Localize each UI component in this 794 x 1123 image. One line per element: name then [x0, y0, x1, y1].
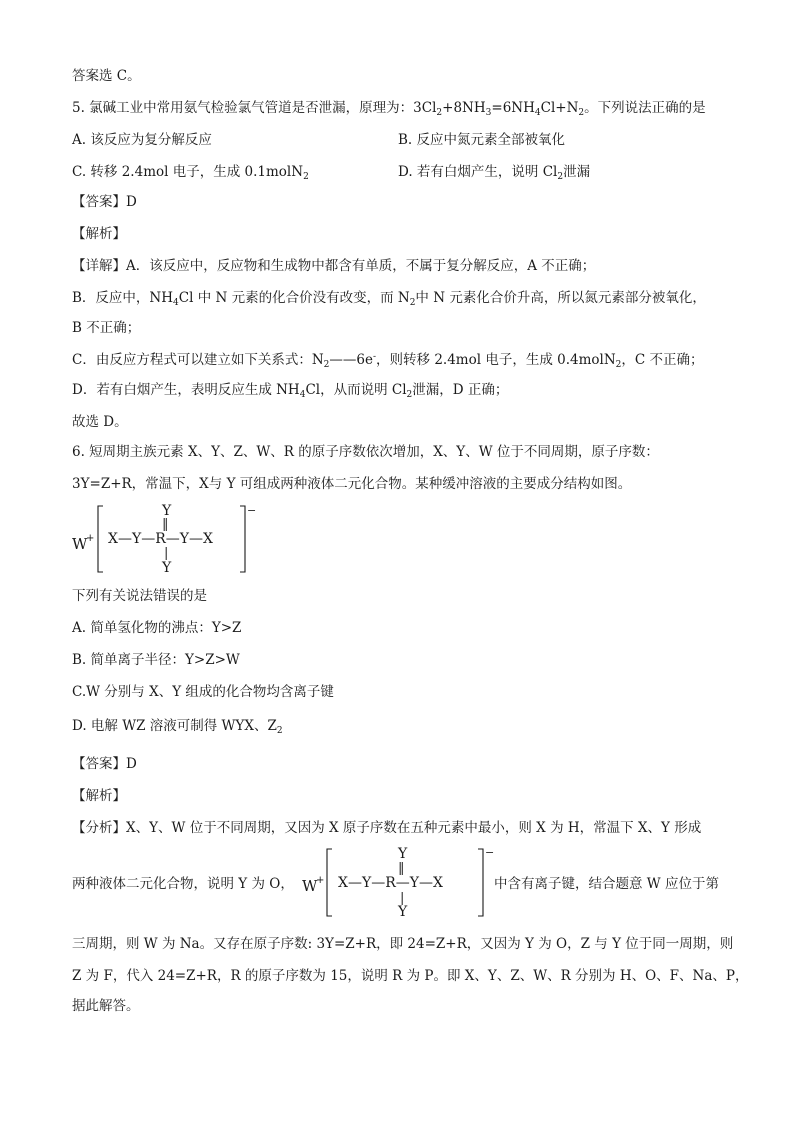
struct-chain: X—Y—R—Y—X [108, 531, 213, 547]
answer-value: D [126, 194, 137, 210]
q5-detail-4: C．由反应方程式可以建立如下关系式：$N_2——6e^-$，则转移 2.4mol 电子，生成 0.4molN$_2$，C 不正确； [72, 352, 704, 370]
struct-double-bond: ‖ [398, 861, 405, 876]
struct-anion-charge: − [247, 504, 257, 517]
struct-cation: W [302, 877, 318, 895]
q6-analysis-5: 据此解答。 [72, 998, 140, 1014]
q5-option-a: A. 该反应为复分解反应 [72, 132, 212, 148]
struct-single-bond: | [400, 891, 405, 906]
struct-cation: W [72, 535, 88, 553]
struct-right-bracket [478, 849, 483, 916]
q6-analysis-tag: 【解析】 [72, 788, 126, 804]
q6-stem-1: 6. 短周期主族元素 X、Y、Z、W、R 的原子序数依次增加，X、Y、W 位于不同周期，原子序数： [72, 444, 659, 460]
struct-top-y: Y [162, 503, 172, 519]
q5-stem-text: 5. 氯碱工业中常用氨气检验氯气管道是否泄漏，原理为： [72, 100, 414, 116]
q5-stem [72, 98, 706, 118]
q5-detail-2: B．反应中，$NH_4Cl$ 中 N 元素的化合价没有改变，而 $N_2$中 N 元素化合价升高，所以氮元素部分被氧化， [72, 290, 706, 308]
q6-analysis-2a: 两种液体二元化合物，说明 Y 为 O， [72, 876, 294, 892]
q6-ask: 下列有关说法错误的是 [72, 588, 207, 604]
struct-chain: X—Y—R—Y—X [338, 875, 443, 891]
q5-option-c: C. 转移 2.4mol 电子，生成 0.1molN$_2$ [72, 164, 309, 182]
struct-cation-charge: + [86, 533, 95, 544]
q5-detail-1: 【详解】A．该反应中，反应物和生成物中都含有单质，不属于复分解反应，A 不正确； [72, 258, 596, 274]
q6-analysis-4: Z 为 F，代入 24=Z+R，R 的原子序数为 15，说明 R 为 P。即 X、Y、Z、W、R 分别为 H、O、F、Na、P， [72, 968, 749, 984]
struct-bottom-y: Y [398, 904, 408, 920]
q5-option-b: B. 反应中氮元素全部被氧化 [398, 132, 566, 148]
q5-analysis-tag: 【解析】 [72, 226, 126, 242]
q5-equation: $3Cl_2+8NH_3=6NH_4Cl+N_2$ [413, 100, 585, 118]
q5-option-d: D. 若有白烟产生，说明 $Cl_2$泄漏 [398, 164, 591, 182]
struct-top-y: Y [398, 846, 408, 862]
answer-value: D [126, 756, 137, 772]
analysis-subtag: 【分析】 [72, 820, 126, 836]
q6-option-b: B. 简单离子半径：Y>Z>W [72, 652, 240, 668]
struct-double-bond: ‖ [162, 517, 169, 532]
struct-cation-charge: + [316, 875, 325, 886]
answer-tag: 【答案】 [72, 194, 126, 210]
detail-tag: 【详解】 [72, 258, 126, 274]
struct-anion-charge: − [485, 846, 495, 859]
q5-detail-5: D．若有白烟产生，表明反应生成 $NH_4Cl$，从而说明 $Cl_2$泄漏，D 正确； [72, 382, 509, 400]
q6-analysis-1: 【分析】X、Y、W 位于不同周期，又因为 X 原子序数在五种元素中最小，则 X 为 H，常温下 X、Y 形成 [72, 820, 702, 836]
buffer-structure-diagram [72, 498, 272, 578]
q5-detail-3: B 不正确； [72, 320, 141, 336]
q5-detail-6: 故选 D。 [72, 414, 128, 430]
struct-right-bracket [240, 506, 245, 572]
q6-stem-2: 3Y=Z+R，常温下，X与 Y 可组成两种液体二元化合物。某种缓冲溶液的主要成分结构如图。 [72, 476, 632, 492]
line-answer-c: 答案选 C。 [72, 68, 141, 84]
struct-single-bond: | [164, 546, 169, 561]
q6-answer [72, 754, 137, 774]
q6-analysis-3: 三周期，则 W 为 Na。又存在原子序数: 3Y=Z+R，即 24=Z+R，又因为 Y 为 O，Z 与 Y 位于同一周期，则 [72, 936, 734, 952]
q5-stem-tail: 。下列说法正确的是 [584, 100, 706, 116]
q6-option-d: D. 电解 WZ 溶液可制得 WYX、$Z_2$ [72, 718, 283, 736]
struct-left-bracket [327, 849, 332, 916]
q6-option-a: A. 简单氢化物的沸点：Y>Z [72, 620, 242, 636]
buffer-structure-inline [302, 844, 497, 922]
struct-bottom-y: Y [162, 560, 172, 576]
q5-answer [72, 192, 137, 212]
answer-tag: 【答案】 [72, 756, 126, 772]
q6-option-c: C.W 分别与 X、Y 组成的化合物均含离子键 [72, 684, 334, 700]
q6-analysis-2b: 中含有离子键，结合题意 W 应位于第 [494, 876, 719, 892]
struct-left-bracket [98, 506, 103, 572]
